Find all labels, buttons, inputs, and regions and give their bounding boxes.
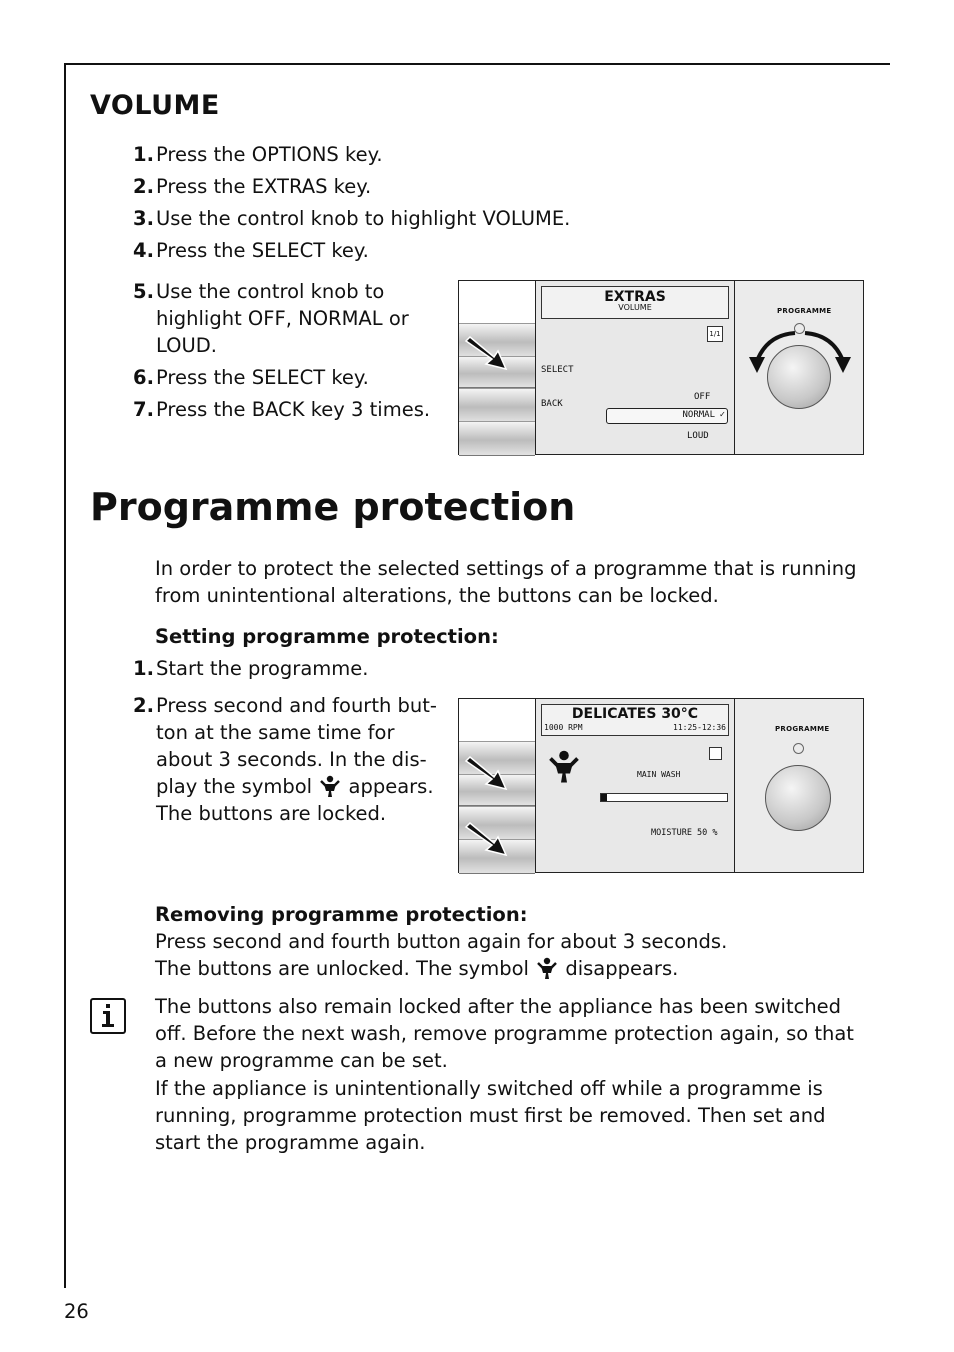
- volume-step-2: 2. Press the EXTRAS key.: [133, 175, 372, 198]
- display-rpm: 1000 RPM: [544, 723, 583, 732]
- removing-line-1: Press second and fourth button again for about 3 seconds.: [155, 930, 728, 953]
- progress-bar: [600, 793, 728, 802]
- display-title: EXTRAS: [604, 289, 666, 305]
- control-knob[interactable]: [765, 765, 831, 831]
- display-time: 11:25-12:36: [673, 723, 726, 732]
- page-number: 26: [64, 1300, 89, 1323]
- volume-step-4: 4. Press the SELECT key.: [133, 239, 369, 262]
- press-arrow-icon: [462, 331, 512, 375]
- lock-indicator-icon: [709, 747, 722, 760]
- control-panel-volume: [458, 280, 864, 455]
- display-title-box: [541, 704, 729, 736]
- page-indicator: 1/1: [707, 326, 723, 342]
- knob-area: [735, 281, 863, 454]
- display-title-box: [541, 286, 729, 319]
- removing-heading: Removing programme protection:: [155, 903, 528, 926]
- lock-person-icon: [318, 775, 342, 797]
- programme-label: PROGRAMME: [777, 307, 832, 315]
- protection-step-2: 2. Press second and fourth but-ton at the same time for about 3 seconds. In the dis-play the symbol appears. The buttons are locked.: [133, 694, 437, 825]
- volume-heading: VOLUME: [90, 90, 220, 121]
- protection-heading: Programme protection: [90, 485, 576, 529]
- moisture-label: MOISTURE 50 %: [651, 828, 718, 838]
- option-off: OFF: [694, 392, 711, 402]
- programme-label: PROGRAMME: [775, 725, 830, 733]
- option-loud: LOUD: [687, 431, 709, 441]
- power-icon: [793, 743, 804, 754]
- volume-step-7: 7. Press the BACK key 3 times.: [133, 398, 431, 421]
- info-icon: [90, 998, 126, 1034]
- checkmark-icon: ✓: [719, 410, 725, 420]
- protection-step-1: 1. Start the programme.: [133, 657, 369, 680]
- removing-line-2: The buttons are unlocked. The symbol disappears.: [155, 957, 679, 980]
- display-subtitle: VOLUME: [618, 303, 652, 312]
- button-column: [459, 281, 536, 454]
- info-paragraph-1: The buttons also remain locked after the appliance has been switched off. Before the next wash, remove programme protection again, so that a new programme can be set.: [155, 995, 854, 1072]
- frame-top-rule: [64, 63, 890, 65]
- progress-fill: [601, 794, 607, 801]
- lock-person-icon: [535, 957, 559, 979]
- phase-label: MAIN WASH: [637, 770, 681, 779]
- volume-step-1: 1. Press the OPTIONS key.: [133, 143, 383, 166]
- control-panel-protection: [458, 698, 864, 873]
- frame-left-rule: [64, 63, 66, 1288]
- setting-heading: Setting programme protection:: [155, 625, 499, 648]
- press-arrow-icon: [462, 751, 512, 795]
- display-screen: [536, 281, 735, 454]
- panel-button-4[interactable]: [459, 388, 535, 423]
- panel-button-5[interactable]: [459, 421, 535, 456]
- protection-intro: In order to protect the selected settings of a programme that is running from unintentional alterations, the buttons can be locked.: [155, 557, 857, 607]
- option-normal: NORMAL: [682, 410, 715, 420]
- button-column: [459, 699, 536, 872]
- volume-step-6: 6. Press the SELECT key.: [133, 366, 369, 389]
- press-arrow-icon: [462, 817, 512, 861]
- option-normal-highlight: [606, 408, 728, 424]
- display-screen: [536, 699, 735, 872]
- back-label: BACK: [541, 399, 563, 409]
- knob-area: [735, 699, 863, 872]
- rotate-arrows-icon: [745, 321, 855, 381]
- select-label: SELECT: [541, 365, 574, 375]
- lock-person-icon: [546, 746, 582, 786]
- volume-step-3: 3. Use the control knob to highlight VOLUME.: [133, 207, 571, 230]
- display-title: DELICATES 30°C: [571, 706, 699, 722]
- volume-step-5: 5. Use the control knob to highlight OFF, NORMAL or LOUD.: [133, 280, 409, 357]
- info-paragraph-2: If the appliance is unintentionally switched off while a programme is running, programme protection must first be removed. Then set and start the programme again.: [155, 1077, 826, 1154]
